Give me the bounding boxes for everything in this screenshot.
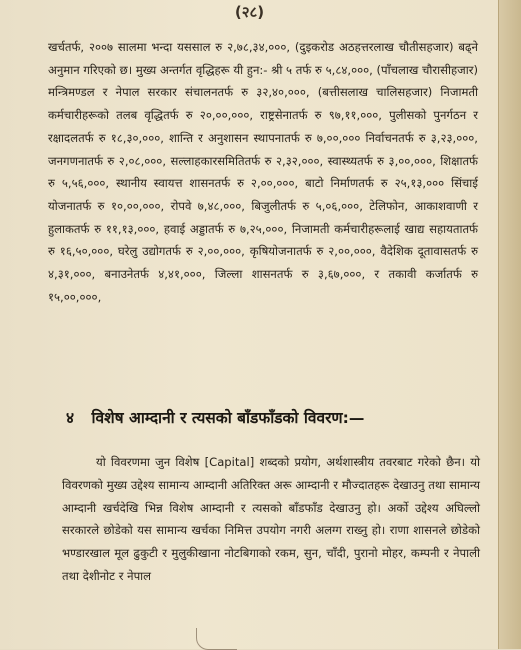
- paragraph-special-income: यो विवरणमा जुन विशेष [Capital] शब्दको प्रयोग, अर्थशास्त्रीय तवरबाट गरेको छैन। यो विवरणको मुख्य उद्देश्य सामान्य आम्दानी अतिरिक्त अरू आम्दानी र मौज्दातहरू देखाउनु तथा सामान्य आम्दानी खर्चदेखि भिन्न विशेष आम्दानी र त्यसको बाँडफाँड देखाउनु हो। अर्को उद्देश्य अघिल्लो सरकारले छोडेको यस सामान्य खर्चका निमित्त उपयोग नगरी अलग्ग राख्नु हो। राणा शासनले छोडेको भण्डारखाल मूल ढुकुटी र मुलुकीखाना नोटबिगाको रकम, सुन, चाँदी, पुरानो मोहर, कम्पनी र नेपाली तथा देशीनोट र नेपाल: [62, 455, 480, 583]
- section-title: विशेष आम्दानी र त्यसको बाँडफाँडको विवरण:—: [91, 409, 365, 427]
- binding-edge: [498, 0, 521, 649]
- page-number: (२८): [234, 3, 265, 21]
- paragraph-expenditure: खर्चतर्फ, २००७ सालमा भन्दा यससाल रु २,७८,३४,०००, (दुइकरोड अठहत्तरलाख चौतीसहजार) बढ्ने अनुमान गरिएको छ। मुख्य अन्तर्गत वृद्धिहरू यी हुन:- श्री ५ तर्फ रु ५,८४,०००, (पाँचलाख चौरासीहजार) मन्त्रिमण्डल र नेपाल सरकार संचालनतर्फ रु ३२,४०,०००, (बत्तीसलाख चालिसहजार) निजामती कर्मचारीहरूको तलब वृद्धितर्फ रु २०,००,०००, राष्ट्रसेनातर्फ रु ९७,११,०००, पुलीसको पुनर्गठन र रक्षादलतर्फ रु १८,३०,०००, शान्ति र अनुशासन स्थापनातर्फ रु ७,००,००० निर्वाचनतर्फ रु ३,२३,०००, जनगणनातर्फ रु २,०८,०००, सल्लाहकारसमितितर्फ रु २,३२,०००, स्वास्थ्यतर्फ रु ३,००,०००, शिक्षातर्फ रु ५,५६,०००, स्थानीय स्वायत्त शासनतर्फ रु २,००,०००, बाटो निर्माणतर्फ रु २५,१३,००० सिंचाई योजनातर्फ रु १०,००,०००, रोपवे ७,४८,०००, बिजुलीतर्फ रु ५,०६,०००, टेलिफोन, आकाशवाणी र हुलाकतर्फ रु ११,१३,०००, हवाई अड्डातर्फ रु ७,२५,०००, निजामती कर्मचारीहरूलाई खाद्य सहायतातर्फ रु १६,५०,०००, घरेलु उद्योगतर्फ रु २,००,०००, कृषियोजनातर्फ रु २,००,०००, वैदेशिक दूतावासतर्फ रु ४,३१,०००, बनाउनेतर्फ ४,४१,०००, जिल्ला शासनतर्फ रु ३,६७,०००, र तकावी कर्जातर्फ रु १५,००,०००,: [48, 40, 479, 304]
- pen-mark: [196, 628, 237, 650]
- section-number: ४: [66, 409, 75, 427]
- section-heading: [66, 406, 486, 428]
